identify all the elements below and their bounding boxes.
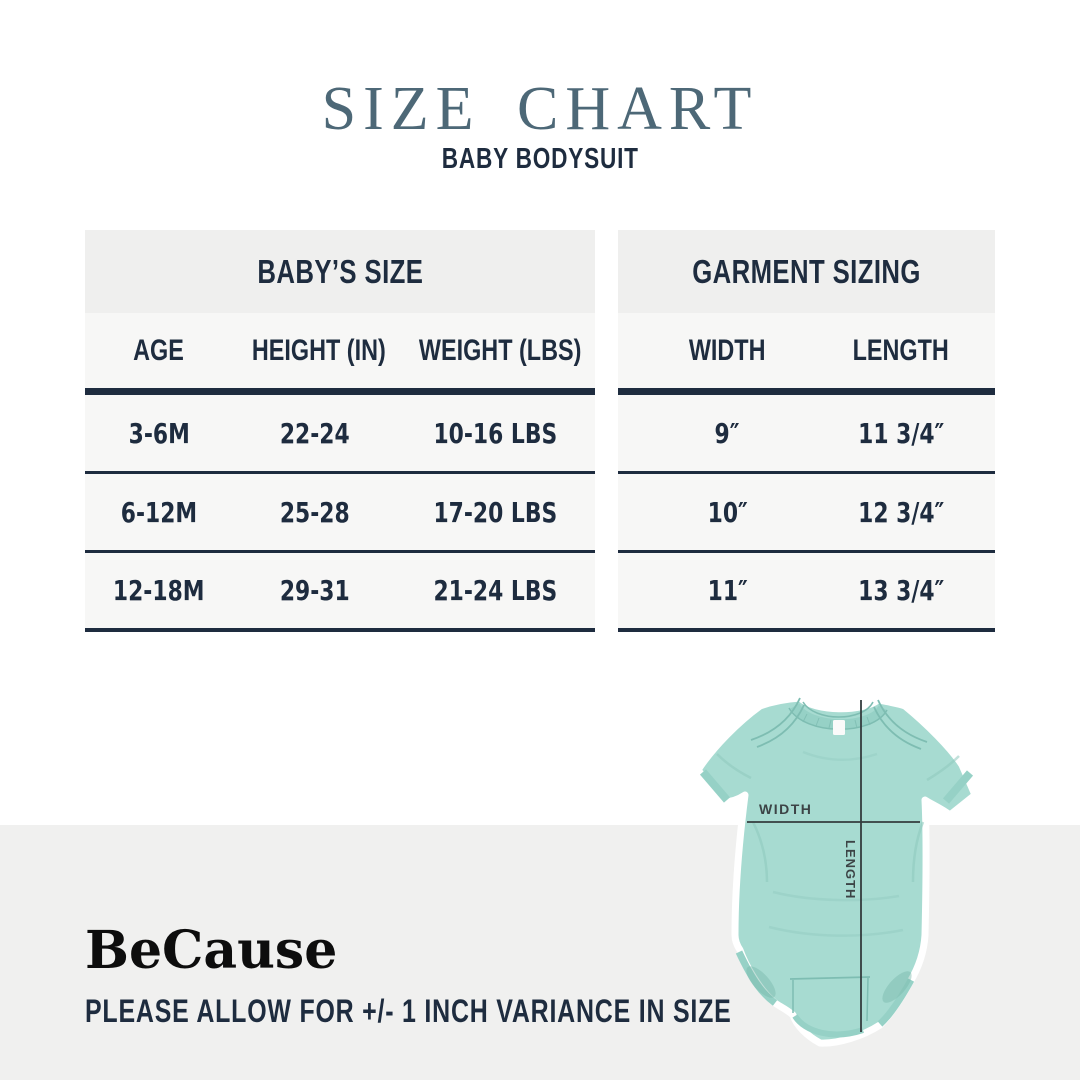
table-cell: 9″ — [714, 416, 740, 450]
page-title: SIZE CHART — [321, 75, 759, 143]
table-cell: 29-31 — [279, 574, 350, 607]
column-header-length: LENGTH — [852, 333, 949, 367]
column-header-height: HEIGHT (IN) — [251, 333, 386, 367]
table-row — [618, 395, 995, 474]
table-row — [85, 474, 595, 553]
table-row — [618, 474, 995, 553]
column-header-age: AGE — [133, 333, 185, 367]
table-row — [85, 553, 595, 632]
table-cell: 11″ — [707, 574, 748, 607]
table-cell: 12-18M — [113, 574, 205, 607]
table-cell: 6-12M — [120, 495, 198, 529]
baby-size-table — [85, 230, 595, 632]
length-label: LENGTH — [843, 840, 858, 900]
bodysuit-silhouette — [698, 698, 975, 1043]
table-cell: 17-20 LBS — [433, 495, 558, 529]
table-cell: 11 3/4″ — [857, 416, 944, 450]
table-cell: 12 3/4″ — [857, 495, 944, 529]
column-header-width: WIDTH — [688, 333, 766, 367]
table-row — [85, 395, 595, 474]
width-label: WIDTH — [759, 801, 813, 817]
brand-logo: BeCause — [85, 920, 338, 981]
garment-sizing-table-title-text: GARMENT SIZING — [692, 252, 921, 290]
table-cell: 22-24 — [279, 416, 350, 450]
column-header-weight: WEIGHT (LBS) — [418, 333, 582, 367]
garment-sizing-table-title — [618, 230, 995, 313]
page-subtitle-text: BABY BODYSUIT — [441, 143, 639, 175]
table-cell: 21-24 LBS — [433, 574, 558, 607]
baby-size-table-title-text: BABY’S SIZE — [257, 252, 423, 290]
table-cell: 3-6M — [128, 416, 190, 450]
bodysuit-illustration — [698, 698, 975, 1043]
table-cell: 10″ — [707, 495, 748, 529]
neck-label-tag — [833, 720, 845, 735]
table-cell: 13 3/4″ — [857, 574, 944, 607]
variance-note-text: PLEASE ALLOW FOR +/- 1 INCH VARIANCE IN SIZE — [85, 993, 732, 1029]
table-cell: 10-16 LBS — [433, 416, 558, 450]
baby-size-table-columns — [85, 313, 595, 395]
baby-size-table-title — [85, 230, 595, 313]
table-cell: 25-28 — [279, 495, 350, 529]
variance-note — [85, 993, 914, 1030]
table-row — [618, 553, 995, 632]
page-subtitle — [0, 143, 1080, 176]
garment-sizing-table-columns — [618, 313, 995, 395]
garment-sizing-table — [618, 230, 995, 632]
